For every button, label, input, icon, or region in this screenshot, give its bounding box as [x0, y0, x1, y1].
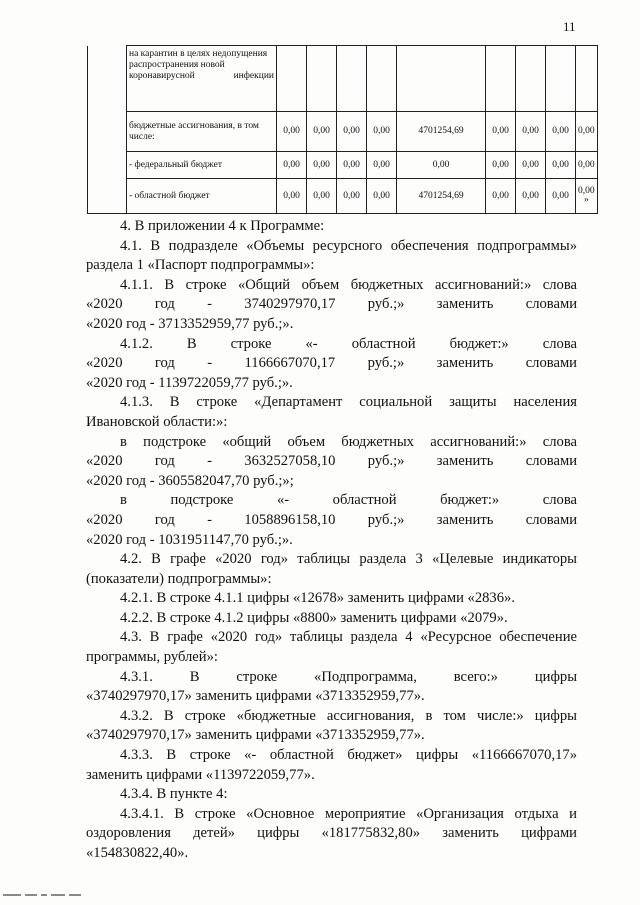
table-cell: 0,00 [516, 112, 546, 152]
table-cell: 0,00 [576, 112, 598, 152]
table-cell: 0,00 [546, 152, 576, 179]
paragraph-line: «2020 год - 3605582047,70 руб.;»; [86, 472, 294, 489]
table-cell: 0,00 [307, 112, 337, 152]
paragraph: 4. В приложении 4 к Программе: [120, 218, 325, 234]
paragraph-line: 4.3.1. В строке «Подпрограмма, всего:» цифры [120, 668, 577, 685]
paragraph-line: 4.3.3. В строке «- областной бюджет» цифры «1166667070,17» [120, 747, 577, 764]
paragraph-line: 4.1.2. В строке «- областной бюджет:» слова [120, 335, 577, 352]
table-cell: 0,00 [367, 179, 397, 214]
row-label: бюджетные ассигнования, в том числе: [127, 112, 277, 152]
paragraph-line: в подстроке «- областной бюджет:» слова [120, 492, 577, 509]
table-cell: 0,00 [277, 152, 307, 179]
table-cell: 0,00 [486, 152, 516, 179]
table-cell: 0,00 [576, 152, 598, 179]
table-cell: 0,00 [277, 179, 307, 214]
paragraph-line: «3740297970,17» заменить цифрами «3713352959,77». [86, 688, 425, 705]
table-cell-last [576, 179, 598, 214]
table-cell: 0,00 [337, 152, 367, 179]
paragraph-line: заменить цифрами «1139722059,77». [86, 766, 315, 783]
table-cell: 0,00 [486, 179, 516, 214]
continued-text-cell: на карантин в целях недопущения распространения новой коронавирусной инфекции [127, 46, 277, 112]
paragraph-line: 4.3.2. В строке «бюджетные ассигнования, в том числе:» цифры [120, 707, 577, 724]
table-index-cell [88, 46, 127, 214]
scan-artifact-icon [3, 892, 83, 898]
paragraph-line: в подстроке «общий объем бюджетных ассигнований:» слова [120, 433, 577, 450]
table-cell: 0,00 [307, 179, 337, 214]
paragraph: 4.2.1. В строке 4.1.1 цифры «12678» заменить цифрами «2836». [120, 590, 515, 607]
paragraph-line: «2020 год - 1058896158,10 руб.;» заменить словами [86, 511, 577, 528]
paragraph-line: «2020 год - 3713352959,77 руб.;». [86, 315, 294, 332]
paragraph-line: 4.2. В графе «2020 год» таблицы раздела 3 «Целевые индикаторы [120, 551, 577, 568]
table-cell: 0,00 [516, 152, 546, 179]
document-body [86, 217, 577, 864]
budget-table [87, 45, 598, 214]
paragraph-line: 4.1.3. В строке «Департамент социальной защиты населения [120, 394, 577, 411]
paragraph: 4.2.2. В строке 4.1.2 цифры «8800» заменить цифрами «2079». [120, 609, 508, 626]
row-label: - областной бюджет [127, 179, 277, 214]
paragraph-line: Ивановской области:»: [86, 413, 228, 430]
table-row [88, 112, 598, 152]
paragraph-line: 4.1.1. В строке «Общий объем бюджетных ассигнований:» слова [120, 276, 577, 293]
table-cell: 0,00 [516, 179, 546, 214]
table-cell: 0,00 [397, 152, 486, 179]
table-cell: 0,00 [367, 152, 397, 179]
paragraph-line: раздела 1 «Паспорт подпрограммы»: [86, 257, 315, 274]
scan-artifact [3, 892, 83, 900]
table-cell: 0,00 [546, 179, 576, 214]
paragraph-line: «2020 год - 3632527058,10 руб.;» заменить словами [86, 453, 577, 470]
table-continued-row [88, 46, 598, 112]
paragraph-line: «154830822,40». [86, 845, 189, 861]
paragraph-line: оздоровления детей» цифры «181775832,80» заменить цифрами [86, 825, 577, 842]
paragraph: 4.3.4. В пункте 4: [120, 786, 228, 803]
table-cell: 0,00 [367, 112, 397, 152]
table-cell: 0,00 [337, 112, 367, 152]
paragraph-line: 4.1. В подразделе «Объемы ресурсного обеспечения подпрограммы» [120, 237, 577, 254]
table-cell: 4701254,69 [397, 179, 486, 214]
paragraph-line: «2020 год - 1139722059,77 руб.;». [86, 374, 293, 391]
table-cell: 4701254,69 [397, 112, 486, 152]
table-cell: 0,00 [546, 112, 576, 152]
paragraph-line: «2020 год - 1031951147,70 руб.;». [86, 531, 293, 548]
paragraph-line: программы, рублей»: [86, 649, 218, 666]
table-cell: 0,00 [277, 112, 307, 152]
table-cell: 0,00 [337, 179, 367, 214]
table-row [88, 179, 598, 214]
paragraph-line: (показатели) подпрограммы»: [86, 570, 272, 587]
table-cell: 0,00 [578, 185, 595, 196]
paragraph-line: «2020 год - 3740297970,17 руб.;» заменить словами [86, 296, 577, 313]
paragraph-line: «2020 год - 1166667070,17 руб.;» заменить словами [86, 355, 577, 372]
table-row [88, 152, 598, 179]
closing-quote: » [583, 195, 589, 205]
paragraph-line: «3740297970,17» заменить цифрами «3713352959,77». [86, 727, 425, 744]
paragraph-line: 4.3. В графе «2020 год» таблицы раздела 4 «Ресурсное обеспечение [120, 629, 577, 646]
paragraph-line: 4.3.4.1. В строке «Основное мероприятие «Организация отдыха и [120, 805, 577, 822]
row-label: - федеральный бюджет [127, 152, 277, 179]
page-number: 11 [563, 19, 576, 34]
table-cell: 0,00 [307, 152, 337, 179]
table-cell: 0,00 [486, 112, 516, 152]
